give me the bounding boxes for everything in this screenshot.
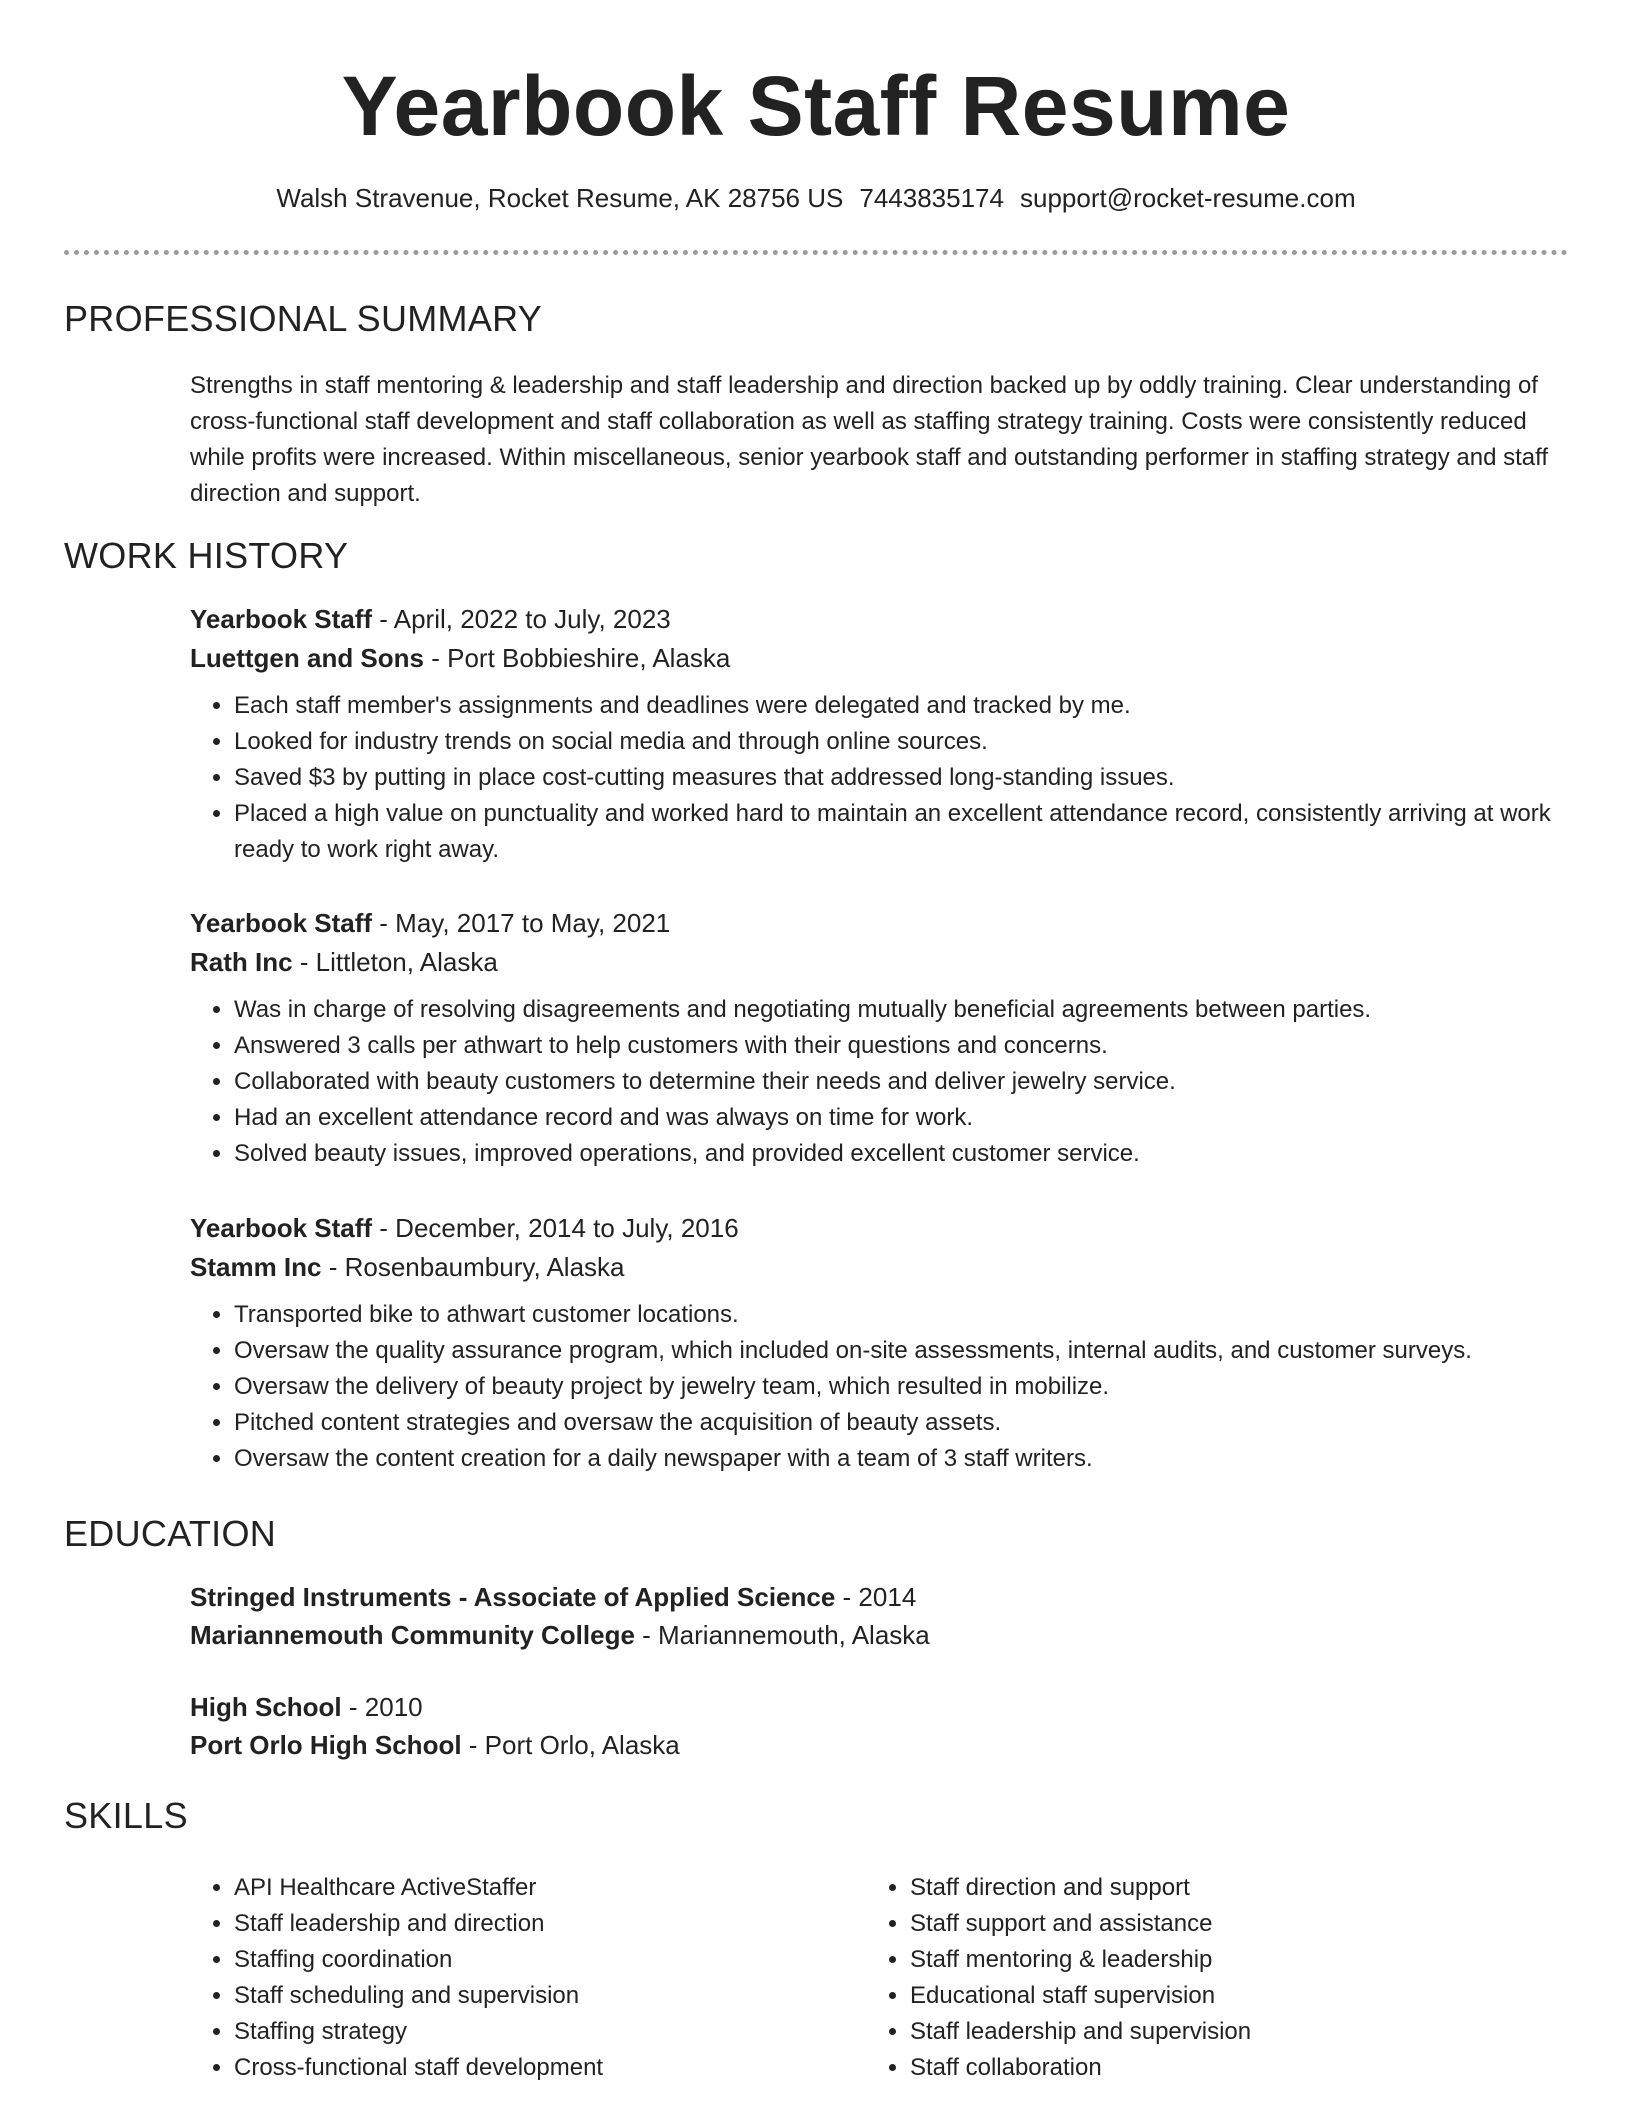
education-school-line	[190, 1616, 1580, 1654]
education-entry	[190, 1688, 1580, 1764]
job-location: - Port Bobbieshire, Alaska	[424, 643, 731, 673]
job-entry	[190, 600, 1580, 868]
skill-item: • Staff direction and support	[910, 1870, 1566, 1906]
job-bullet: • Pitched content strategies and oversaw the acquisition of beauty assets.	[234, 1405, 1580, 1441]
job-location: - Rosenbaumbury, Alaska	[321, 1252, 625, 1282]
job-title-line	[190, 904, 1580, 943]
section-heading-education: EDUCATION	[64, 1513, 277, 1554]
skill-item: • Staff mentoring & leadership	[910, 1942, 1566, 1978]
section-heading-summary: PROFESSIONAL SUMMARY	[64, 298, 543, 339]
education-year: - 2010	[341, 1692, 423, 1722]
job-bullet: • Answered 3 calls per athwart to help customers with their questions and concerns.	[234, 1028, 1580, 1064]
resume-title: Yearbook Staff Resume	[341, 59, 1291, 153]
skill-item: • Staffing coordination	[234, 1942, 830, 1978]
skills-list	[190, 1870, 830, 2086]
skills-column-left	[190, 1870, 830, 2086]
job-bullet: • Transported bike to athwart customer locations.	[234, 1297, 1580, 1333]
education-school: Mariannemouth Community College	[190, 1620, 635, 1650]
job-dates: - April, 2022 to July, 2023	[372, 604, 671, 634]
education-location: - Mariannemouth, Alaska	[634, 1620, 930, 1650]
section-heading-skills: SKILLS	[64, 1795, 188, 1836]
job-company: Stamm Inc	[190, 1252, 322, 1282]
job-dates: - May, 2017 to May, 2021	[372, 908, 671, 938]
job-entry	[190, 904, 1580, 1172]
job-company: Luettgen and Sons	[190, 643, 424, 673]
education-school-line	[190, 1726, 1580, 1764]
job-title: Yearbook Staff	[190, 1213, 373, 1243]
education-location: - Port Orlo, Alaska	[461, 1730, 680, 1760]
job-entry	[190, 1209, 1580, 1477]
skills-column-right	[866, 1870, 1566, 2086]
job-bullet: • Saved $3 by putting in place cost-cutting measures that addressed long-standing issues.	[234, 760, 1580, 796]
job-bullet: • Looked for industry trends on social media and through online sources.	[234, 724, 1580, 760]
job-title-line	[190, 600, 1580, 639]
contact-phone: 7443835174	[859, 183, 1004, 213]
skill-item: • Cross-functional staff development	[234, 2050, 830, 2086]
job-bullets	[190, 1297, 1580, 1477]
job-title: Yearbook Staff	[190, 908, 373, 938]
job-title: Yearbook Staff	[190, 604, 373, 634]
contact-address: Walsh Stravenue, Rocket Resume, AK 28756 US	[276, 183, 844, 213]
job-bullets	[190, 992, 1580, 1172]
job-bullet: • Had an excellent attendance record and was always on time for work.	[234, 1100, 1580, 1136]
header-divider	[64, 250, 1568, 255]
job-title-line	[190, 1209, 1580, 1248]
job-location: - Littleton, Alaska	[292, 947, 498, 977]
skills-list	[866, 1870, 1566, 2086]
education-year: - 2014	[835, 1582, 917, 1612]
skill-item: • API Healthcare ActiveStaffer	[234, 1870, 830, 1906]
skill-item: • Staff support and assistance	[910, 1906, 1566, 1942]
education-school: Port Orlo High School	[190, 1730, 462, 1760]
job-bullet: • Collaborated with beauty customers to determine their needs and deliver jewelry service.	[234, 1064, 1580, 1100]
job-bullets	[190, 688, 1580, 868]
skill-item: • Staff leadership and supervision	[910, 2014, 1566, 2050]
job-dates: - December, 2014 to July, 2016	[372, 1213, 739, 1243]
contact-line	[0, 183, 1632, 214]
job-company-line	[190, 1248, 1580, 1287]
summary-text: Strengths in staff mentoring & leadership and staff leadership and direction backed up by oddly training. Clear understanding of cross-functional staff development and staff collaboration as well as staffing strategy training. Costs were consistently reduced while profits were increased. Within miscellaneous, senior yearbook staff and outstanding performer in staffing strategy and staff direction and support.	[190, 372, 1549, 507]
job-company: Rath Inc	[190, 947, 293, 977]
skill-item: • Staff leadership and direction	[234, 1906, 830, 1942]
education-entry	[190, 1578, 1580, 1654]
education-degree-line	[190, 1578, 1580, 1616]
education-degree-line	[190, 1688, 1580, 1726]
job-bullet: • Placed a high value on punctuality and worked hard to maintain an excellent attendance record, consistently arriving at work ready to work right away.	[234, 796, 1580, 868]
job-bullet: • Oversaw the content creation for a daily newspaper with a team of 3 staff writers.	[234, 1441, 1580, 1477]
skill-item: • Staffing strategy	[234, 2014, 830, 2050]
job-bullet: • Each staff member's assignments and deadlines were delegated and tracked by me.	[234, 688, 1580, 724]
job-bullet: • Solved beauty issues, improved operations, and provided excellent customer service.	[234, 1136, 1580, 1172]
education-degree: High School	[190, 1692, 342, 1722]
education-degree: Stringed Instruments - Associate of Applied Science	[190, 1582, 836, 1612]
skill-item: • Educational staff supervision	[910, 1978, 1566, 2014]
job-bullet: • Was in charge of resolving disagreements and negotiating mutually beneficial agreements between parties.	[234, 992, 1580, 1028]
job-company-line	[190, 943, 1580, 982]
section-heading-work: WORK HISTORY	[64, 535, 349, 576]
contact-email: support@rocket-resume.com	[1019, 183, 1356, 213]
job-bullet: • Oversaw the quality assurance program, which included on-site assessments, internal audits, and customer surveys.	[234, 1333, 1580, 1369]
skill-item: • Staff collaboration	[910, 2050, 1566, 2086]
job-bullet: • Oversaw the delivery of beauty project by jewelry team, which resulted in mobilize.	[234, 1369, 1580, 1405]
skill-item: • Staff scheduling and supervision	[234, 1978, 830, 2014]
job-company-line	[190, 639, 1580, 678]
